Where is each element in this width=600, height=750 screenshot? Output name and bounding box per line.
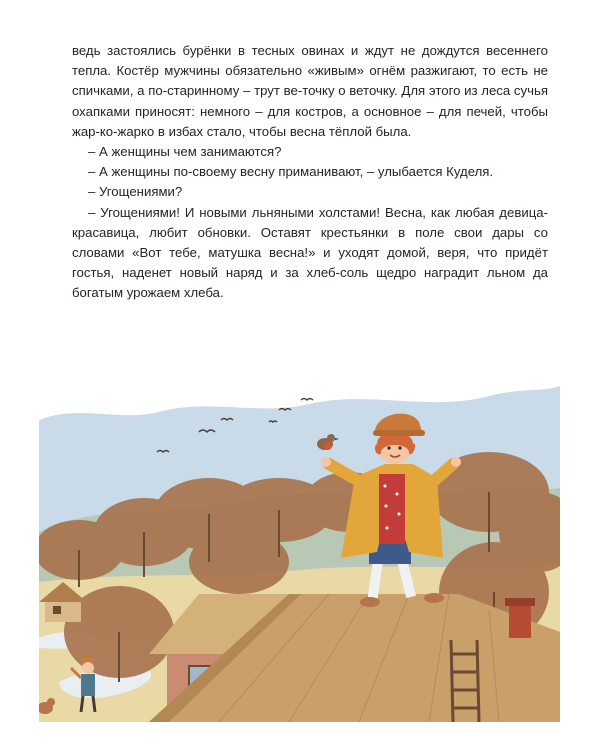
paragraph-5: – Угощениями! И новыми льняными холстами! Весна, как любая девица-красавица, любит обновки. Оставят крестьянки в поле свои дары со словами «Вот тебе, матушка весна!» и уходят домой, веря, что придёт гостья, наденет новый наряд и за хлеб-соль щедро наградит льном да богатым урожаем хлеба. bbox=[72, 204, 548, 301]
chimney bbox=[505, 598, 535, 638]
village-rooftop-illustration bbox=[39, 382, 560, 722]
paragraph-4: – Угощениями? bbox=[88, 184, 183, 200]
paragraph-2: – А женщины чем занимаются? bbox=[88, 144, 282, 160]
paragraph-1: ведь застоялись бурёнки в тесных овинах и ждут не дождутся весеннего тепла. Костёр мужчины обязательно «живым» огнём разжигают, то есть не спичками, а по-старинному – трут ве-точку о веточку. Для этого из леса сучья охапками приносят: немного – для костров, а основное – для печей, чтобы жар-ко-жарко в избах стало, чтобы весна тёплой была. bbox=[72, 43, 548, 139]
paragraph-3: – А женщины по-своему весну приманивают, – улыбается Куделя. bbox=[88, 164, 494, 180]
story-text bbox=[72, 41, 548, 304]
illustration-svg bbox=[39, 382, 560, 722]
